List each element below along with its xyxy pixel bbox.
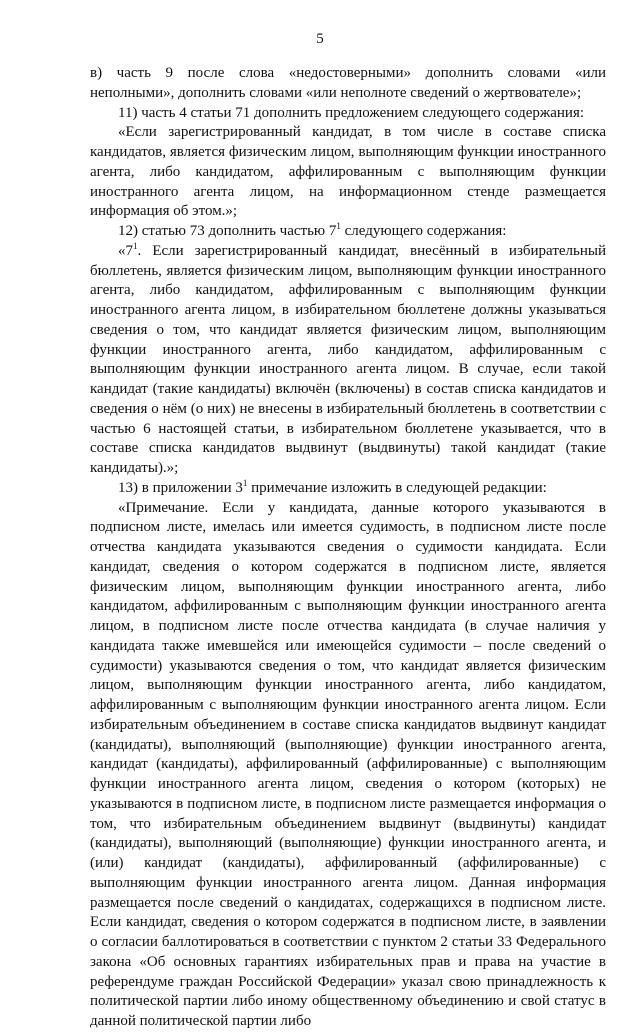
page-number: 5 xyxy=(316,31,324,47)
paragraph-item-12-text-end: следующего содержания: xyxy=(340,223,507,239)
paragraph-item-12-text: 12) статью 73 дополнить частью 7 xyxy=(118,223,337,239)
paragraph-item-11: 11) часть 4 статьи 71 дополнить предложением следующего содержания: xyxy=(118,104,585,121)
paragraph-note: «Примечание. Если у кандидата, данные которого указываются в подписном листе, имелась или имеется судимость, в подписном листе после отчества кандидата указываются сведения о судимости кандидата. Если кандидат, сведения о котором содержатся в подписном листе, является физическим лицом, выполняющим функции иностранного агента, либо кандидатом, аффилированным с выполняющим функции иностранного агента лицом, в подписном листе после отчества кандидата (в случае наличия у кандидата также имевшейся или имеющейся судимости – после сведений о судимости) указываются сведения о том, что кандидат является физическим лицом, выполняющим функции иностранного агента, либо кандидатом, аффилированным с выполняющим функции иностранного агента лицом. Если избирательным объединением в составе списка кандидатов выдвинут кандидат (кандидаты), выполняющий (выполняющие) функции иностранного агента, кандидат (кандидаты), аффилированный (аффилированные) с выполняющим функции иностранного агента лицом, сведения о котором (которых) не указываются в подписном листе, в подписном листе размещается информация о том, что избирательным объединением выдвинут (выдвинуты) кандидат (кандидаты), выполняющий (выполняющие) функции иностранного агента, и (или) кандидат (кандидаты), аффилированный (аффилированные) с выполняющим функции иностранного агента лицом. Данная информация размещается после сведений о кандидатах, содержащихся в подписном листе. Если кандидат, сведения о котором содержатся в подписном листе, в заявлении о согласии баллотироваться в соответствии с пунктом 2 статьи 33 Федерального закона «Об основных гарантиях избирательных прав и права на участие в референдуме граждан Российской Федерации» указал свою принадлежность к политической партии либо иному общественному объединению и свой статус в данной политической партии либо xyxy=(90,499,606,1029)
paragraph-part-7-1 xyxy=(90,242,606,479)
superscript: 1 xyxy=(336,221,341,231)
paragraph-part-7-1-text: . Если зарегистрированный кандидат, внесённый в избирательный бюллетень, является физическим лицом, выполняющим функции иностранного агента, либо кандидатом, аффилированным с выполняющим функции иностранного агента лицом, в избирательном бюллетене должны указываться сведения о том, что кандидат является физическим лицом, выполняющим функции иностранного агента, либо кандидатом, аффилированным с выполняющим функции иностранного агента лицом. В случае, если такой кандидат (такие кандидаты) включён (включены) в состав списка кандидатов и сведения о нём (о них) не внесены в избирательный бюллетень в соответствии с частью 6 настоящей статьи, в избирательном бюллетене указывается, что в составе списка кандидатов выдвинут (выдвинуты) такой кандидат (такие кандидаты).»; xyxy=(90,242,606,476)
paragraph-part-7-1-start: «7 xyxy=(118,242,133,259)
paragraph-item-13-text: 13) в приложении 3 xyxy=(118,479,243,496)
superscript: 1 xyxy=(133,240,138,251)
paragraph-v-part-9: в) часть 9 после слова «недостоверными» дополнить словами «или неполными», дополнить словами «или неполноте сведений о жертвователе»; xyxy=(90,65,606,101)
paragraph-item-13 xyxy=(90,479,606,499)
paragraph-item-11-quote: «Если зарегистрированный кандидат, в том числе в составе списка кандидатов, является физическим лицом, выполняющим функции иностранного агента, либо кандидатом, аффилированным с выполняющим функции иностранного агента лицом, на информационном стенде размещается информация об этом.»; xyxy=(90,124,606,220)
document-body xyxy=(90,64,606,1032)
paragraph-item-12 xyxy=(90,222,606,242)
paragraph-item-13-text-end: примечание изложить в следующей редакции: xyxy=(247,479,547,496)
superscript: 1 xyxy=(242,477,248,488)
